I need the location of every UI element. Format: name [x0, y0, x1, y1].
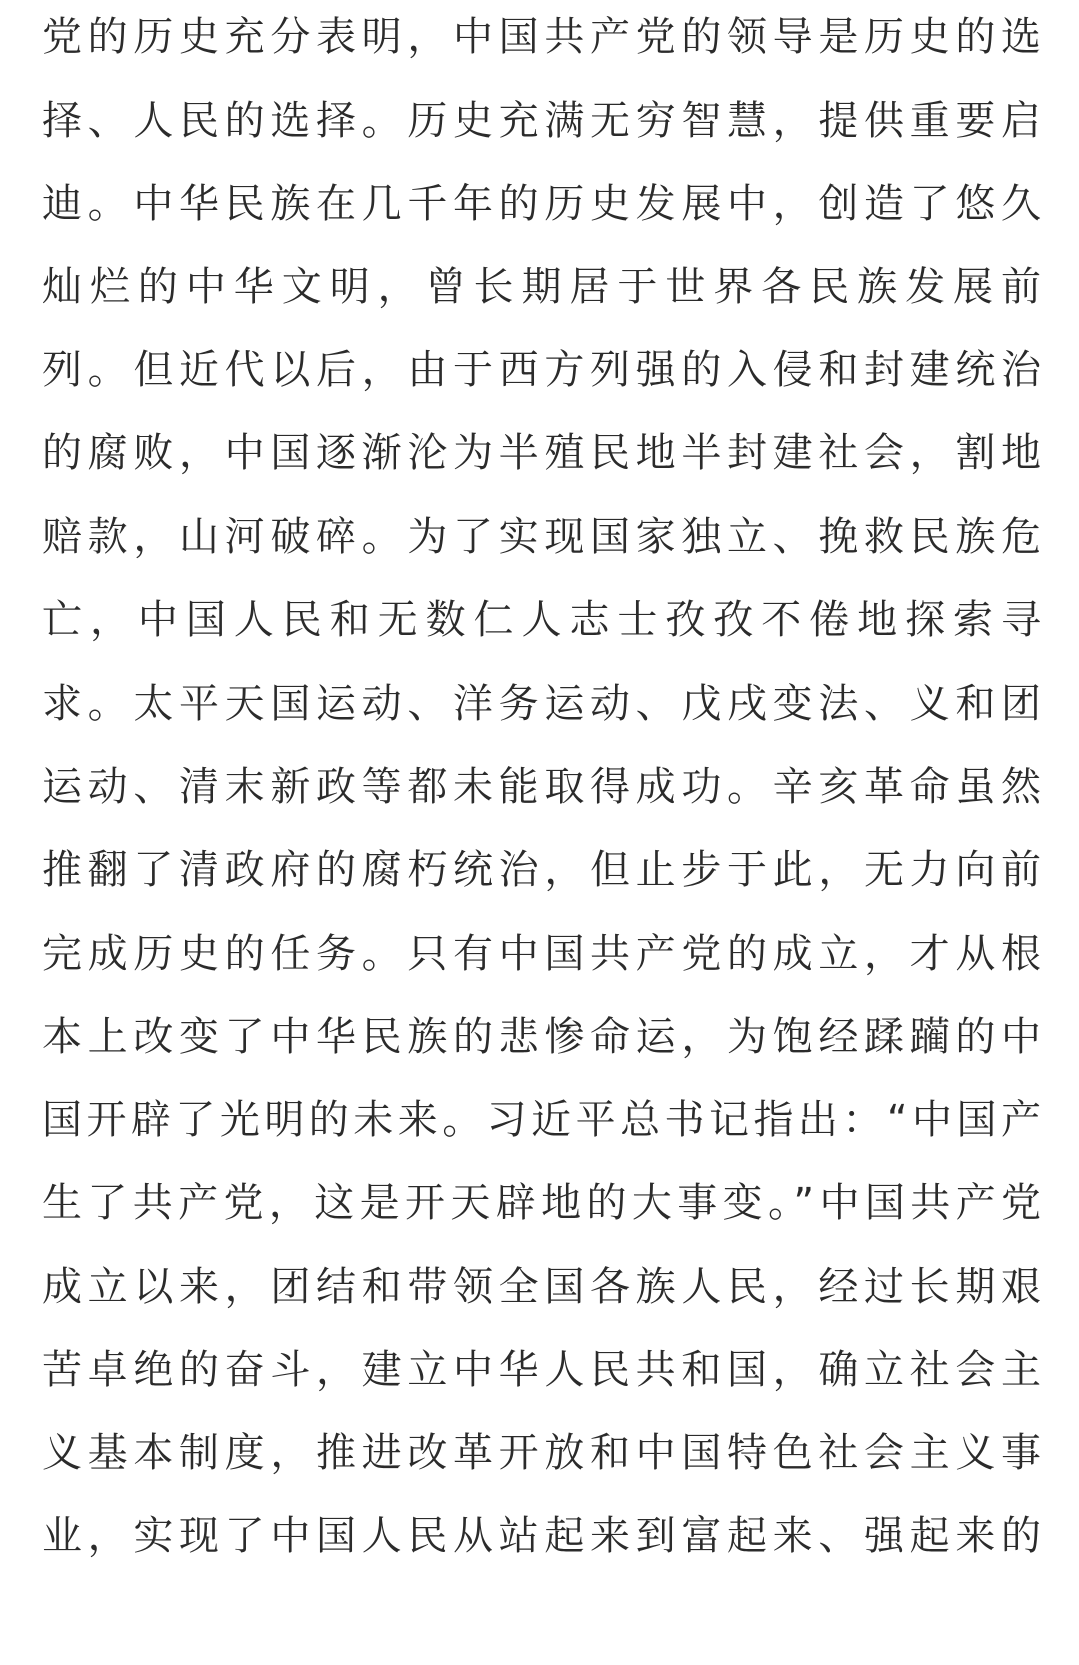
paragraph-line-19: 业，实现了中国人民从站起来到富起来、强起来的: [42, 1513, 1042, 1559]
paragraph-line-13: 本上改变了中华民族的悲惨命运，为饱经蹂躏的中: [42, 1014, 1042, 1060]
paragraph-line-6: 的腐败，中国逐渐沦为半殖民地半封建社会，割地: [42, 430, 1042, 476]
paragraph-line-9: 求。太平天国运动、洋务运动、戊戌变法、义和团: [42, 681, 1042, 727]
paragraph-line-16: 成立以来，团结和带领全国各族人民，经过长期艰: [42, 1264, 1042, 1310]
paragraph-line-10: 运动、清末新政等都未能取得成功。辛亥革命虽然: [42, 764, 1042, 810]
paragraph-line-2: 择、人民的选择。历史充满无穷智慧，提供重要启: [42, 98, 1042, 144]
paragraph-line-7: 赔款，山河破碎。为了实现国家独立、挽救民族危: [42, 514, 1042, 560]
paragraph-line-18: 义基本制度，推进改革开放和中国特色社会主义事: [42, 1430, 1042, 1476]
paragraph-line-14: 国开辟了光明的未来。习近平总书记指出：“中国产: [42, 1097, 1042, 1143]
paragraph-line-4: 灿烂的中华文明，曾长期居于世界各民族发展前: [42, 264, 1042, 310]
paragraph-line-17: 苦卓绝的奋斗，建立中华人民共和国，确立社会主: [42, 1347, 1042, 1393]
paragraph-line-8: 亡，中国人民和无数仁人志士孜孜不倦地探索寻: [42, 597, 1042, 643]
paragraph-line-15: 生了共产党，这是开天辟地的大事变。”中国共产党: [42, 1180, 1042, 1226]
paragraph-line-5: 列。但近代以后，由于西方列强的入侵和封建统治: [42, 347, 1042, 393]
paragraph-line-1: 党的历史充分表明，中国共产党的领导是历史的选: [42, 14, 1042, 60]
paragraph-line-11: 推翻了清政府的腐朽统治，但止步于此，无力向前: [42, 847, 1042, 893]
paragraph-line-3: 迪。中华民族在几千年的历史发展中，创造了悠久: [42, 181, 1042, 227]
paragraph-line-12: 完成历史的任务。只有中国共产党的成立，才从根: [42, 931, 1042, 977]
